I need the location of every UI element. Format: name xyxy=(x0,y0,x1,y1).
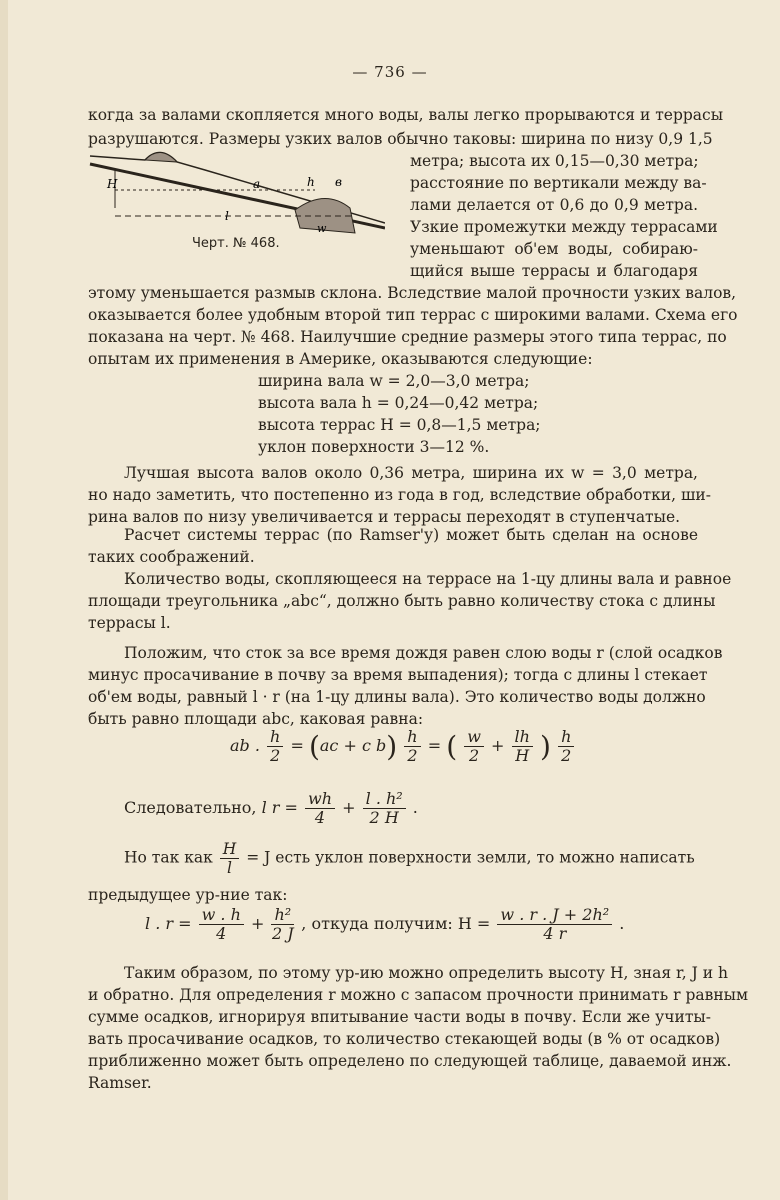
text-line: но надо заметить, что постепенно из года в год, вследствие обработки, ши- xyxy=(88,486,711,504)
text-line: Положим, что сток за все время дождя равен слою воды r (слой осадков xyxy=(124,644,723,662)
terrace-diagram xyxy=(85,148,385,240)
label-H: H xyxy=(107,177,118,191)
text-line: и обратно. Для определения r можно с запасом прочности принимать r равным xyxy=(88,986,749,1004)
figure-caption: Черт. № 468. xyxy=(192,236,280,251)
text-line: этому уменьшается размыв склона. Вследствие малой прочности узких валов, xyxy=(88,284,737,302)
dimension-line: высота террас H = 0,8—1,5 метра; xyxy=(258,416,541,434)
page-number: — 736 — xyxy=(352,63,428,81)
text-line: рина валов по низу увеличивается и террасы переходят в ступенчатые. xyxy=(88,508,681,526)
formula-area: ab . $\frac{h}{2}$ = (ac + c b) $\frac{h}{2}$ = ( $\frac{w}{2}$ + $\frac{lh}{H}$ ) $\frac{h}{2}$ xyxy=(230,728,576,765)
text-line: метра; высота их 0,15—0,30 метра; xyxy=(410,152,699,170)
text-line: сумме осадков, игнорируя впитывание части воды в почву. Если же учиты- xyxy=(88,1008,711,1026)
text-line: оказывается более удобным второй тип террас с широкими валами. Схема его xyxy=(88,306,738,324)
text-line: быть равно площади abc, каковая равна: xyxy=(88,710,424,728)
text-line: лами делается от 0,6 до 0,9 метра. xyxy=(410,196,698,214)
label-a: a xyxy=(253,177,261,191)
dimension-line: уклон поверхности 3—12 %. xyxy=(258,438,490,456)
dimension-line: высота вала h = 0,24—0,42 метра; xyxy=(258,394,539,412)
text-line: минус просачивание в почву за время выпадения); тогда с длины l стекает xyxy=(88,666,708,684)
text-line: разрушаются. Размеры узких валов обычно таковы: ширина по низу 0,9 1,5 xyxy=(88,130,713,148)
page-edge xyxy=(0,0,8,1200)
text-line: Ramser. xyxy=(88,1074,152,1092)
text-line: предыдущее ур-ние так: xyxy=(88,886,288,904)
formula-slope: Но так как $\frac{H}{l}$ = J есть уклон поверхности земли, то можно написать xyxy=(124,840,695,877)
text-line: Количество воды, скопляющееся на террасе на 1-цу длины вала и равное xyxy=(124,570,732,588)
text-line: щийся выше террасы и благодаря xyxy=(410,262,698,280)
upper-ridge xyxy=(145,152,177,162)
formula-height: l . r = $\frac{w . h}{4}$ + $\frac{\text{h²}}{2 J}$ , откуда получим: H = $\frac{\text{w . r . J + 2h²}}{4 r}$ . xyxy=(145,905,625,943)
text-line: Таким образом, по этому ур-ию можно определить высоту H, зная r, J и h xyxy=(124,964,728,982)
text-line: об'ем воды, равный l · r (на 1-цу длины вала). Это количество воды должно xyxy=(88,688,706,706)
text-line: Расчет системы террас (по Ramser'у) может быть сделан на основе xyxy=(124,526,698,544)
text-line: приближенно может быть определено по следующей таблице, даваемой инж. xyxy=(88,1052,732,1070)
text-line: показана на черт. № 468. Наилучшие средние размеры этого типа террас, по xyxy=(88,328,727,346)
label-h: h xyxy=(307,175,315,189)
text-line: опытам их применения в Америке, оказываются следующие: xyxy=(88,350,593,368)
dimension-line: ширина вала w = 2,0—3,0 метра; xyxy=(258,372,530,390)
text-line: таких соображений. xyxy=(88,548,255,566)
text-line: Лучшая высота валов около 0,36 метра, ширина их w = 3,0 метра, xyxy=(124,464,698,482)
text-line: уменьшают об'ем воды, собираю- xyxy=(410,240,698,258)
text-line: террасы l. xyxy=(88,614,171,632)
text-line: площади треугольника „abc“, должно быть равно количеству стока с длины xyxy=(88,592,716,610)
formula-lr: Следовательно, l r = $\frac{wh}{4}$ + $\frac{\text{l . h²}}{2 H}$ . xyxy=(124,789,418,827)
text-line: Узкие промежутки между террасами xyxy=(410,218,718,236)
label-b: в xyxy=(335,175,342,189)
text-line: когда за валами скопляется много воды, валы легко прорываются и террасы xyxy=(88,106,724,124)
text-line: вать просачивание осадков, то количество стекающей воды (в % от осадков) xyxy=(88,1030,721,1048)
text-line: расстояние по вертикали между ва- xyxy=(410,174,707,192)
label-l: l xyxy=(225,209,229,223)
label-w: w xyxy=(317,222,327,235)
